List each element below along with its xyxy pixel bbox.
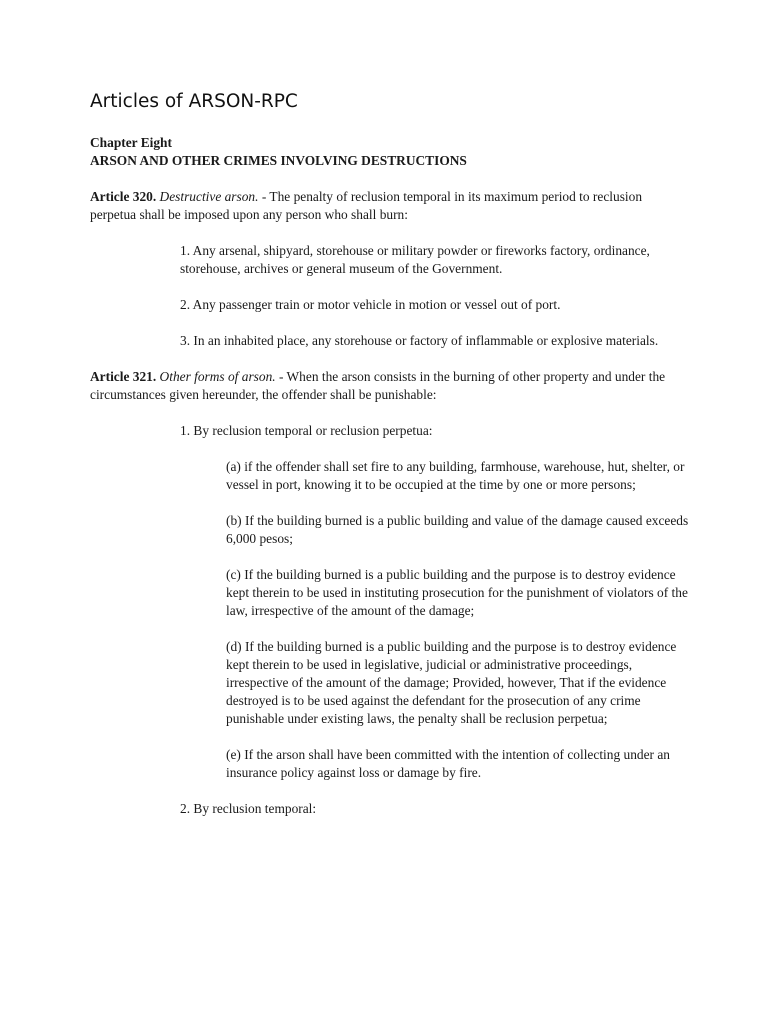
list-item: 2. By reclusion temporal: [180, 801, 317, 816]
chapter-heading: ARSON AND OTHER CRIMES INVOLVING DESTRUCTIONS [90, 153, 467, 168]
document-page [90, 90, 690, 836]
article-321-text: - When the arson consists in the burning of other property and under the circumstances given hereunder, the offender shall be punishable: [90, 369, 666, 402]
list-item: 1. Any arsenal, shipyard, storehouse or military powder or fireworks factory, ordinance, storehouse, archives or general museum of the Government. [180, 243, 650, 276]
article-321-subitems [226, 458, 690, 782]
list-item: 2. Any passenger train or motor vehicle in motion or vessel out of port. [180, 297, 561, 312]
list-item: (a) if the offender shall set fire to any building, farmhouse, warehouse, hut, shelter, or vessel in port, knowing it to be occupied at the time by one or more persons; [226, 459, 685, 492]
list-item: (d) If the building burned is a public building and the purpose is to destroy evidence kept therein to be used in legislative, judicial or administrative proceedings, irrespective of the amount of the damage; Provided, however, That if the evidence destroyed is to be used against the defendant for the prosecution of any crime punishable under existing laws, the penalty shall be reclusion perpetua; [226, 639, 677, 726]
article-321-item-1 [180, 422, 690, 440]
list-item: (c) If the building burned is a public building and the purpose is to destroy evidence kept therein to be used in instituting prosecution for the punishment of violators of the law, irrespective of the amount of the damage; [226, 567, 688, 618]
article-320-text: - The penalty of reclusion temporal in its maximum period to reclusion perpetua shall be imposed upon any person who shall burn: [90, 189, 643, 222]
article-320-label: Article 320. [90, 189, 157, 204]
article-321-item-2 [180, 800, 690, 818]
list-item: 3. In an inhabited place, any storehouse or factory of inflammable or explosive materials. [180, 333, 659, 348]
document-title: Articles of ARSON-RPC [90, 91, 298, 112]
article-321-intro [90, 368, 690, 404]
article-320-items [180, 242, 690, 350]
chapter-number: Chapter Eight [90, 135, 172, 150]
list-item: 1. By reclusion temporal or reclusion perpetua: [180, 423, 433, 438]
list-item: (b) If the building burned is a public building and value of the damage caused exceeds 6,000 pesos; [226, 513, 689, 546]
article-320-name: Destructive arson. [159, 189, 259, 204]
article-320-intro [90, 188, 690, 224]
article-321-name: Other forms of arson. [159, 369, 276, 384]
article-321-label: Article 321. [90, 369, 157, 384]
list-item: (e) If the arson shall have been committed with the intention of collecting under an insurance policy against loss or damage by fire. [226, 747, 670, 780]
